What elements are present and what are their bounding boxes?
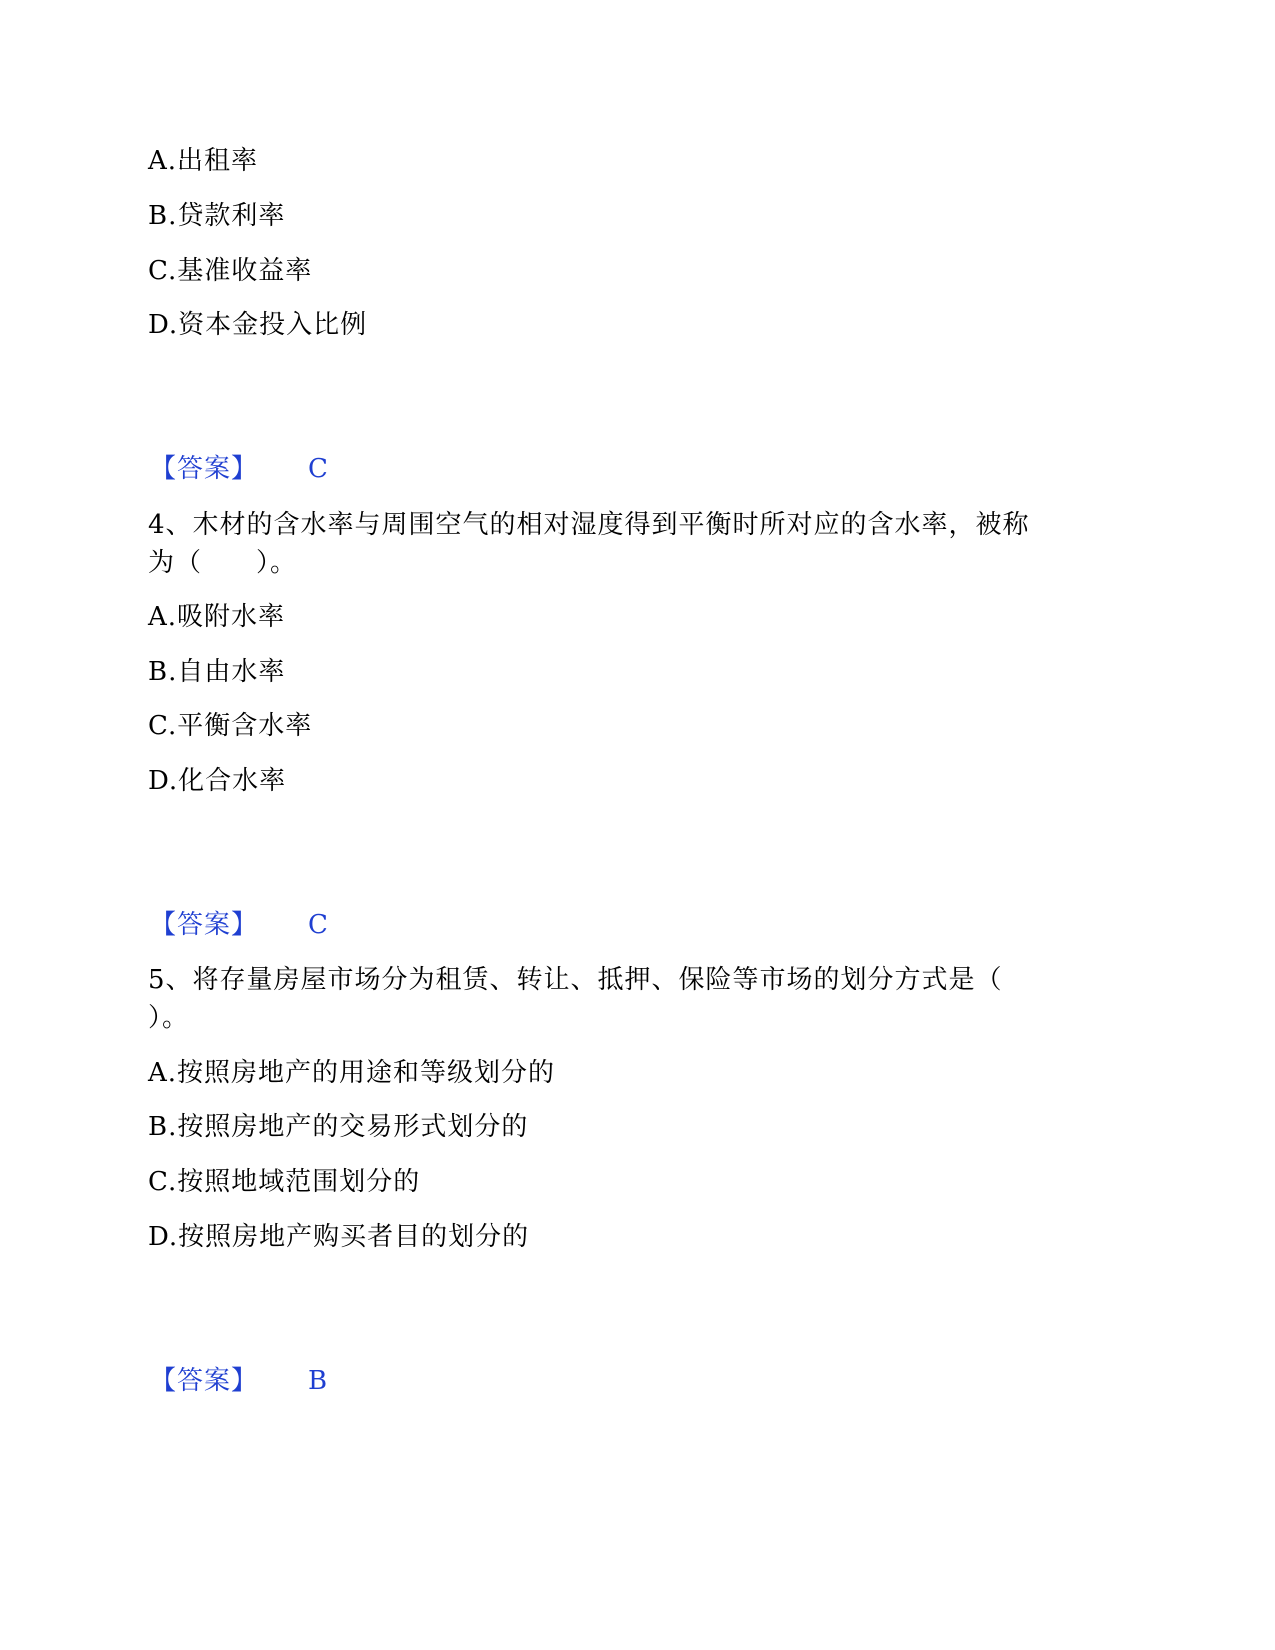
q4-stem-line-2: 为（ ）。 xyxy=(148,548,298,578)
answer-value: B xyxy=(308,1366,328,1396)
answer-label: 【答案】 xyxy=(150,1366,259,1396)
answer-label: 【答案】 xyxy=(150,910,259,940)
q5-answer xyxy=(150,1366,328,1396)
q5-option-a: A.按照房地产的用途和等级划分的 xyxy=(148,1058,556,1088)
answer-value: C xyxy=(308,910,328,940)
q5-stem-line-2: ）。 xyxy=(148,1003,190,1033)
q3-option-c: C.基准收益率 xyxy=(148,256,313,286)
answer-value: C xyxy=(308,454,328,484)
q5-option-d: D.按照房地产购买者目的划分的 xyxy=(148,1222,530,1252)
q4-option-b: B.自由水率 xyxy=(148,657,286,687)
q4-option-d: D.化合水率 xyxy=(148,766,287,796)
q5-stem-line-1: 5、将存量房屋市场分为租赁、转让、抵押、保险等市场的划分方式是（ xyxy=(148,965,1003,995)
answer-label: 【答案】 xyxy=(150,454,259,484)
q5-option-b: B.按照房地产的交易形式划分的 xyxy=(148,1112,529,1142)
q3-option-a: A.出租率 xyxy=(148,146,259,176)
q4-option-c: C.平衡含水率 xyxy=(148,711,313,741)
q3-answer xyxy=(150,454,328,484)
q5-option-c: C.按照地域范围划分的 xyxy=(148,1167,421,1197)
q3-option-b: B.贷款利率 xyxy=(148,201,286,231)
q4-answer xyxy=(150,910,328,940)
q4-stem-line-1: 4、木材的含水率与周围空气的相对湿度得到平衡时所对应的含水率，被称 xyxy=(148,510,1030,540)
q4-option-a: A.吸附水率 xyxy=(148,602,286,632)
q3-option-d: D.资本金投入比例 xyxy=(148,310,368,340)
